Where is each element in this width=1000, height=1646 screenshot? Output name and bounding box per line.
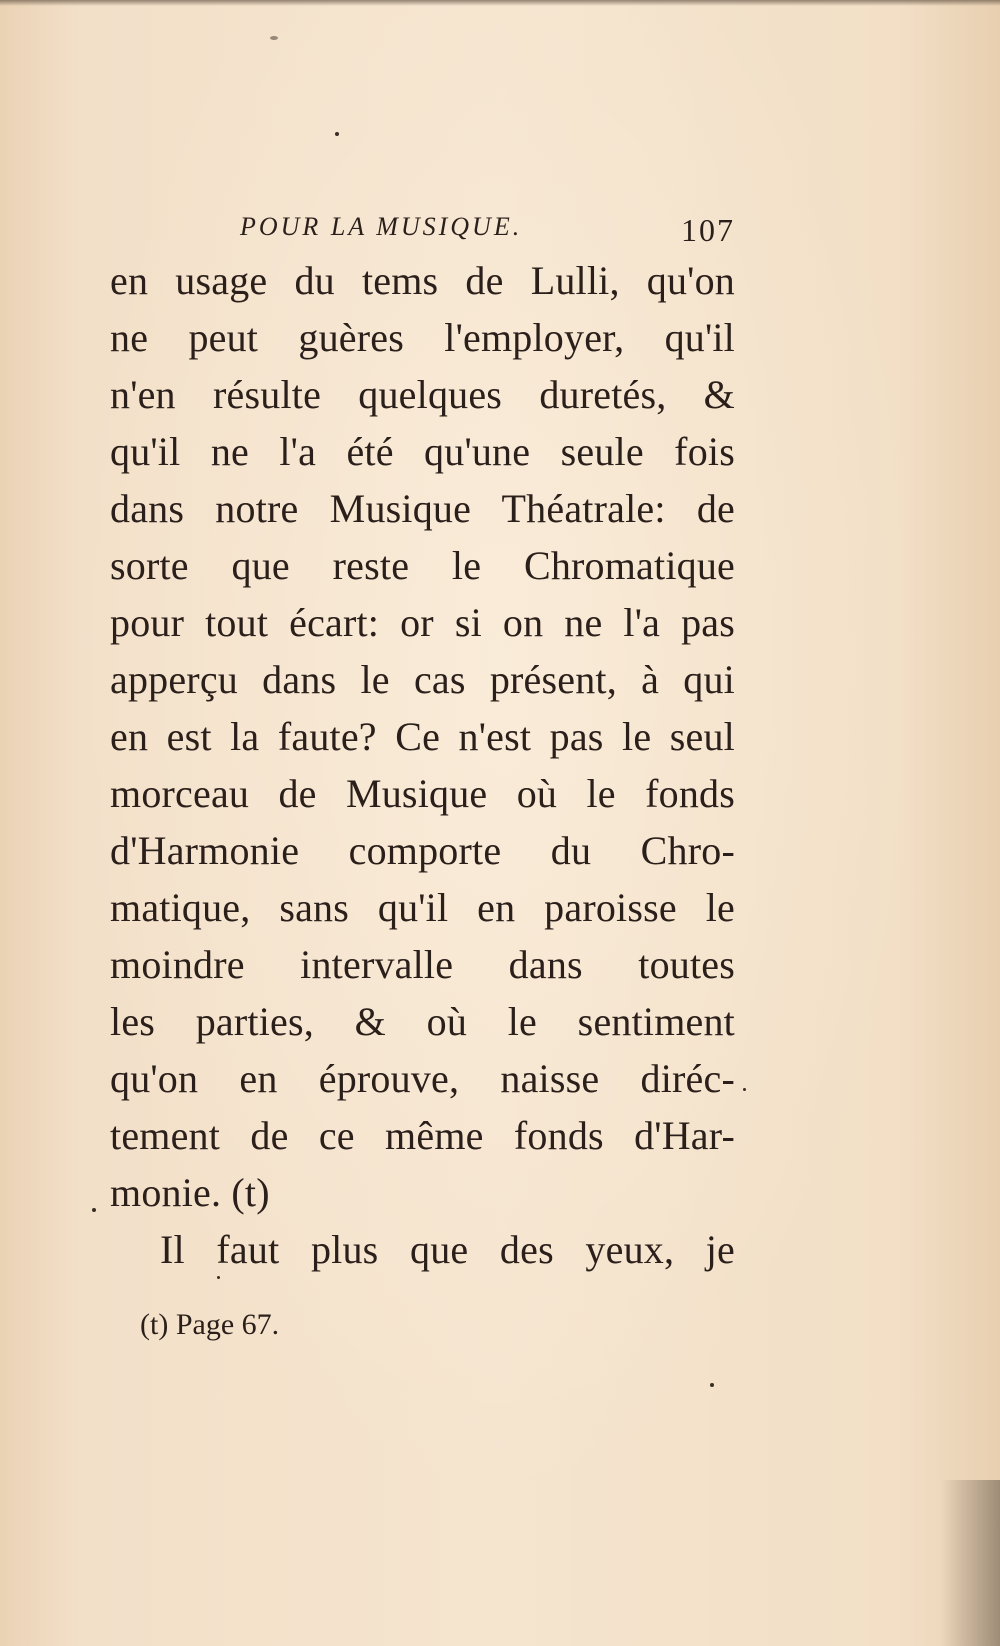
page-top-edge <box>0 0 1000 6</box>
ink-speck <box>270 36 278 40</box>
text-line: n'en résulte quelques duretés, & <box>110 372 735 417</box>
text-line: en usage du tems de Lulli, qu'on <box>110 258 735 303</box>
text-line: morceau de Musique où le fonds <box>110 771 735 816</box>
text-line: matique, sans qu'il en paroisse le <box>110 885 735 930</box>
text-line: monie. (t) <box>110 1170 270 1215</box>
text-line: tement de ce même fonds d'Har- <box>110 1113 735 1158</box>
ink-speck <box>710 1383 714 1387</box>
footnote: (t) Page 67. <box>140 1308 280 1341</box>
text-line: ne peut guères l'employer, qu'il <box>110 315 735 360</box>
text-line: moindre intervalle dans toutes <box>110 942 735 987</box>
text-line: Il faut plus que des yeux, je <box>160 1227 735 1272</box>
text-line: apperçu dans le cas présent, à qui <box>110 657 735 702</box>
text-line: sorte que reste le Chromatique <box>110 543 735 588</box>
page-edge-shadow <box>940 1480 1000 1646</box>
running-head: POUR LA MUSIQUE. <box>240 212 523 241</box>
text-line: d'Harmonie comporte du Chro- <box>110 828 735 873</box>
ink-speck <box>743 1088 746 1091</box>
text-line: qu'il ne l'a été qu'une seule fois <box>110 429 735 474</box>
ink-speck <box>92 1208 96 1212</box>
ink-speck <box>217 1276 220 1279</box>
text-line: les parties, & où le sentiment <box>110 999 735 1044</box>
page-header <box>240 212 735 252</box>
text-line: qu'on en éprouve, naisse diréc- <box>110 1056 735 1101</box>
text-line: en est la faute? Ce n'est pas le seul <box>110 714 735 759</box>
text-line: dans notre Musique Théatrale: de <box>110 486 735 531</box>
body-text <box>110 252 735 1278</box>
text-line: pour tout écart: or si on ne l'a pas <box>110 600 735 645</box>
page-number: 107 <box>681 212 735 248</box>
ink-speck <box>335 132 339 136</box>
